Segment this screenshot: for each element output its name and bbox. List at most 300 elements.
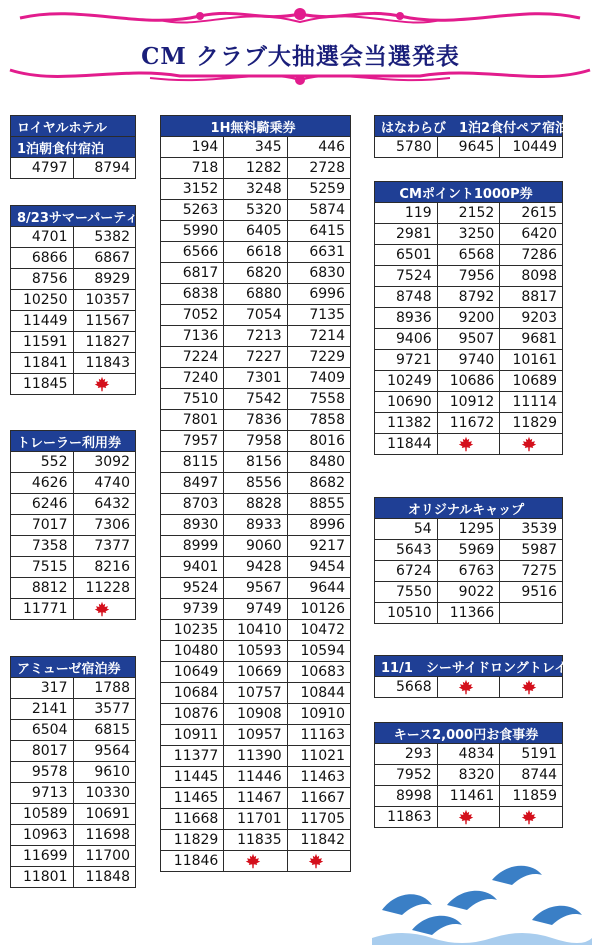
table-row [161,683,351,704]
table-header-row [375,498,563,519]
winning-number: 10683 [287,662,350,683]
winning-number: 9644 [287,578,350,599]
winning-number: 6996 [287,284,350,305]
winning-number: 345 [224,137,287,158]
winning-number: 5643 [375,540,438,561]
table-row [161,368,351,389]
winning-number: 11382 [375,413,438,434]
table-title: はなわらび 1泊2食付ペア宿泊 [375,116,563,137]
winning-number: 3577 [73,699,136,720]
winning-number: 11667 [287,788,350,809]
winning-number: 11848 [73,867,136,888]
winning-number: 11845 [11,374,74,395]
winning-number: 8855 [287,494,350,515]
winning-number: 4740 [73,473,136,494]
leaf-cell [500,807,563,828]
winning-number: 10689 [500,371,563,392]
winning-number: 6432 [73,494,136,515]
winning-number: 11390 [224,746,287,767]
winning-number: 6631 [287,242,350,263]
table-row [161,851,351,872]
winning-number: 9713 [11,783,74,804]
winning-number: 7213 [224,326,287,347]
winning-number: 11699 [11,846,74,867]
winning-number [500,603,563,624]
table-row [11,248,136,269]
winning-number: 552 [11,452,74,473]
winning-number: 8794 [73,158,136,179]
winning-number: 10126 [287,599,350,620]
winning-number: 8156 [224,452,287,473]
winning-number: 8682 [287,473,350,494]
table-row [11,762,136,783]
table-row [11,804,136,825]
dolphins-illustration [372,850,592,945]
table-kiss-meal [374,722,563,828]
winning-number: 7377 [73,536,136,557]
table-row [11,269,136,290]
winning-number: 7301 [224,368,287,389]
winning-number: 9610 [73,762,136,783]
winning-number: 7224 [161,347,224,368]
table-row [375,582,563,603]
table-header-row [375,723,563,744]
table-row [161,830,351,851]
winning-number: 10963 [11,825,74,846]
winning-number: 2141 [11,699,74,720]
winning-number: 10910 [287,704,350,725]
winning-number: 10684 [161,683,224,704]
table-row [375,350,563,371]
table-row [161,788,351,809]
table-title: 1H無料騎乗券 [161,116,351,137]
winning-number: 8556 [224,473,287,494]
winning-number: 6246 [11,494,74,515]
winning-number: 718 [161,158,224,179]
table-free-ride [160,115,351,872]
table-row [375,744,563,765]
winning-number: 4701 [11,227,74,248]
winning-number: 8744 [500,765,563,786]
winning-number: 7229 [287,347,350,368]
table-trailer [10,430,136,620]
winning-number: 7136 [161,326,224,347]
winning-number: 11829 [161,830,224,851]
winning-number: 10449 [500,137,563,158]
winning-number: 7358 [11,536,74,557]
winning-number: 10669 [224,662,287,683]
maple-leaf-icon [458,809,474,825]
table-row [375,434,563,455]
winning-number: 7054 [224,305,287,326]
winning-number: 11228 [73,578,136,599]
winning-number: 10357 [73,290,136,311]
winning-number: 8320 [437,765,500,786]
winning-number: 6405 [224,221,287,242]
leaf-cell [73,374,136,395]
winning-number: 5259 [287,179,350,200]
table-hanawarabi [374,115,569,158]
winning-number: 10844 [287,683,350,704]
winning-number: 6566 [161,242,224,263]
winning-number: 119 [375,203,438,224]
winning-number: 8017 [11,741,74,762]
table-row [161,557,351,578]
winning-number: 7286 [500,245,563,266]
winning-number: 11827 [73,332,136,353]
table-amuse [10,656,136,888]
winning-number: 11591 [11,332,74,353]
maple-leaf-icon [94,376,110,392]
winning-number: 6568 [437,245,500,266]
winning-number: 6866 [11,248,74,269]
winning-number: 7306 [73,515,136,536]
winning-number: 10912 [437,392,500,413]
winning-number: 6820 [224,263,287,284]
winning-number: 194 [161,137,224,158]
winning-number: 8930 [161,515,224,536]
table-row [375,519,563,540]
table-row [161,620,351,641]
winning-number: 446 [287,137,350,158]
winning-number: 10589 [11,804,74,825]
winning-number: 7801 [161,410,224,431]
table-summer-party [10,205,152,395]
winning-number: 9200 [437,308,500,329]
table-title: キース2,000円お食事券 [375,723,563,744]
table-title: 1泊朝食付宿泊 [11,137,136,158]
winning-number: 6724 [375,561,438,582]
winning-number: 11672 [437,413,500,434]
title-underline-ornament [0,64,601,88]
winning-number: 1282 [224,158,287,179]
winning-number: 3152 [161,179,224,200]
winning-number: 8480 [287,452,350,473]
winning-number: 10480 [161,641,224,662]
winning-number: 11465 [161,788,224,809]
winning-number: 5320 [224,200,287,221]
table-title: トレーラー利用券 [11,431,136,452]
winning-number: 3092 [73,452,136,473]
winning-number: 7017 [11,515,74,536]
winning-number: 11467 [224,788,287,809]
table-title: CMポイント1000P券 [375,182,563,203]
winning-number: 5382 [73,227,136,248]
table-header-row [11,657,136,678]
winning-number: 9022 [437,582,500,603]
winning-number: 8115 [161,452,224,473]
table-header-row [375,182,563,203]
winning-number: 10911 [161,725,224,746]
winning-number: 10250 [11,290,74,311]
table-title: オリジナルキャップ [375,498,563,519]
table-row [375,137,563,158]
table-row [375,786,563,807]
winning-number: 10161 [500,350,563,371]
table-row [375,308,563,329]
table-row [11,557,136,578]
table-row [11,227,136,248]
winning-number: 7240 [161,368,224,389]
winning-number: 7952 [375,765,438,786]
table-row [375,413,563,434]
winning-number: 11846 [161,851,224,872]
winning-number: 11844 [375,434,438,455]
winning-number: 9428 [224,557,287,578]
winning-number: 11163 [287,725,350,746]
table-seaside-trail [374,655,581,698]
winning-number: 9567 [224,578,287,599]
winning-number: 10691 [73,804,136,825]
table-row [11,515,136,536]
winning-number: 5969 [437,540,500,561]
winning-number: 7275 [500,561,563,582]
table-header-row [11,137,136,158]
winning-number: 4626 [11,473,74,494]
winning-number: 6867 [73,248,136,269]
table-row [161,158,351,179]
winning-number: 8828 [224,494,287,515]
winning-number: 11021 [287,746,350,767]
table-row [11,825,136,846]
winning-number: 5987 [500,540,563,561]
top-ornament [0,0,601,36]
table-row [161,704,351,725]
winning-number: 7958 [224,431,287,452]
winning-number: 11842 [287,830,350,851]
table-row [161,515,351,536]
winning-number: 11668 [161,809,224,830]
winning-number: 6763 [437,561,500,582]
winning-number: 1788 [73,678,136,699]
winning-number: 11841 [11,353,74,374]
winning-number: 11463 [287,767,350,788]
winning-number: 7957 [161,431,224,452]
winning-number: 10690 [375,392,438,413]
winning-number: 8999 [161,536,224,557]
winning-number: 10510 [375,603,438,624]
winning-number: 7558 [287,389,350,410]
table-row [375,371,563,392]
winning-number: 10410 [224,620,287,641]
table-row [11,473,136,494]
winning-number: 11114 [500,392,563,413]
table-row [375,561,563,582]
leaf-cell [437,677,500,698]
winning-number: 9645 [437,137,500,158]
winning-number: 9203 [500,308,563,329]
table-row [11,783,136,804]
table-row [11,846,136,867]
table-row [11,678,136,699]
table-row [161,305,351,326]
winning-number: 11698 [73,825,136,846]
winning-number: 8998 [375,786,438,807]
winning-number: 7515 [11,557,74,578]
table-row [161,242,351,263]
winning-number: 5990 [161,221,224,242]
winning-number: 9507 [437,329,500,350]
winning-number: 9681 [500,329,563,350]
table-header-row [11,116,136,137]
winning-number: 9578 [11,762,74,783]
table-row [375,329,563,350]
table-header-row [375,656,563,677]
leaf-cell [73,599,136,620]
winning-number: 8216 [73,557,136,578]
table-row [161,599,351,620]
maple-leaf-icon [308,853,324,869]
table-row [375,765,563,786]
winning-number: 10957 [224,725,287,746]
table-row [161,809,351,830]
winning-number: 7836 [224,410,287,431]
table-row [11,578,136,599]
table-row [375,266,563,287]
winning-number: 3248 [224,179,287,200]
winning-number: 8748 [375,287,438,308]
winning-number: 54 [375,519,438,540]
table-row [161,767,351,788]
table-header-row [161,116,351,137]
table-title: 8/23サマーパーティー [11,206,136,227]
winning-number: 11843 [73,353,136,374]
maple-leaf-icon [94,601,110,617]
winning-number: 2728 [287,158,350,179]
winning-number: 7135 [287,305,350,326]
table-row [11,158,136,179]
winning-number: 11801 [11,867,74,888]
winning-number: 9516 [500,582,563,603]
winning-number: 8098 [500,266,563,287]
table-row [161,494,351,515]
winning-number: 10686 [437,371,500,392]
maple-leaf-icon [458,679,474,695]
winning-number: 6501 [375,245,438,266]
winning-number: 10594 [287,641,350,662]
table-row [11,699,136,720]
table-row [11,353,136,374]
maple-leaf-icon [521,436,537,452]
winning-number: 10249 [375,371,438,392]
winning-number: 9740 [437,350,500,371]
winning-number: 7409 [287,368,350,389]
winning-number: 3250 [437,224,500,245]
winning-number: 6880 [224,284,287,305]
winning-number: 8929 [73,269,136,290]
winning-number: 11445 [161,767,224,788]
table-row [11,494,136,515]
table-row [11,741,136,762]
winning-number: 10649 [161,662,224,683]
winning-number: 9721 [375,350,438,371]
table-title: ロイヤルホテル [11,116,136,137]
table-row [375,540,563,561]
table-row [375,245,563,266]
table-row [161,473,351,494]
winning-number: 6504 [11,720,74,741]
table-row [11,332,136,353]
winning-number: 5780 [375,137,438,158]
winning-number: 2152 [437,203,500,224]
table-row [11,311,136,332]
leaf-cell [500,677,563,698]
winning-number: 8936 [375,308,438,329]
winning-number: 11701 [224,809,287,830]
winning-number: 9524 [161,578,224,599]
winning-number: 9060 [224,536,287,557]
winning-number: 7956 [437,266,500,287]
maple-leaf-icon [458,436,474,452]
table-row [375,224,563,245]
winning-number: 11567 [73,311,136,332]
winning-number: 8792 [437,287,500,308]
winning-number: 293 [375,744,438,765]
winning-number: 11835 [224,830,287,851]
winning-number: 1295 [437,519,500,540]
winning-number: 8817 [500,287,563,308]
table-row [161,410,351,431]
table-row [161,326,351,347]
maple-leaf-icon [245,853,261,869]
winning-number: 9406 [375,329,438,350]
table-row [161,389,351,410]
table-row [161,137,351,158]
table-row [11,290,136,311]
table-row [11,599,136,620]
winning-number: 9739 [161,599,224,620]
winning-number: 7510 [161,389,224,410]
winning-number: 3539 [500,519,563,540]
winning-number: 10330 [73,783,136,804]
table-row [161,662,351,683]
winning-number: 9217 [287,536,350,557]
winning-number: 6815 [73,720,136,741]
page-title: CM クラブ大抽選会当選発表 [141,43,460,70]
table-header-row [11,206,136,227]
table-row [161,641,351,662]
table-row [161,746,351,767]
table-row [161,284,351,305]
winning-number: 7052 [161,305,224,326]
winning-number: 6817 [161,263,224,284]
winning-number: 10876 [161,704,224,725]
table-row [161,536,351,557]
winning-number: 5263 [161,200,224,221]
winning-number: 11863 [375,807,438,828]
table-row [375,203,563,224]
leaf-cell [437,807,500,828]
winning-number: 2981 [375,224,438,245]
table-header-row [11,431,136,452]
winning-number: 6618 [224,242,287,263]
winning-number: 8016 [287,431,350,452]
winning-number: 5668 [375,677,438,698]
winning-number: 8996 [287,515,350,536]
leaf-cell [500,434,563,455]
winning-number: 9749 [224,599,287,620]
winning-number: 317 [11,678,74,699]
winning-number: 11461 [437,786,500,807]
winning-number: 11446 [224,767,287,788]
winning-number: 6830 [287,263,350,284]
winning-number: 7550 [375,582,438,603]
winning-number: 5191 [500,744,563,765]
winning-number: 5874 [287,200,350,221]
leaf-cell [287,851,350,872]
winning-number: 11705 [287,809,350,830]
table-row [11,374,136,395]
